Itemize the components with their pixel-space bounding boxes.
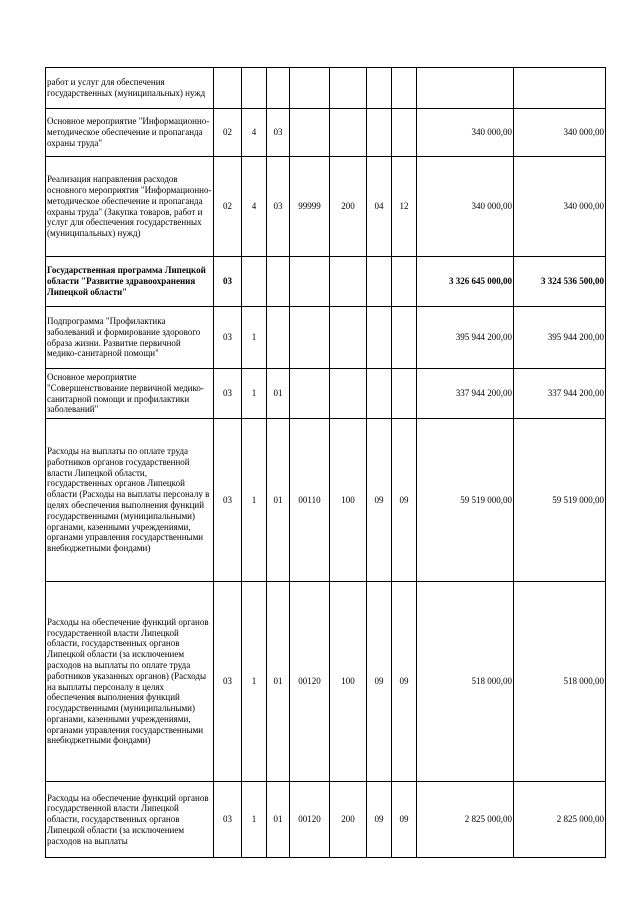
gp-code: 03 <box>214 257 242 307</box>
section-code: 09 <box>367 582 392 782</box>
gp-code: 03 <box>214 419 242 582</box>
subsection-code: 09 <box>392 782 417 858</box>
direction-code: 00120 <box>290 782 330 858</box>
expense-type-code: 100 <box>330 419 367 582</box>
row-name: Расходы на обеспечение функций органов государственной власти Липецкой области, государственных органов Липецкой области (за исключением расходов на выплаты <box>46 782 214 858</box>
expense-type-code <box>330 68 367 109</box>
direction-code <box>290 68 330 109</box>
amount-year-1: 518 000,00 <box>417 582 514 782</box>
direction-code <box>290 257 330 307</box>
section-code <box>367 307 392 369</box>
budget-table <box>45 67 606 858</box>
subsection-code <box>392 68 417 109</box>
amount-year-1 <box>417 68 514 109</box>
gp-code: 03 <box>214 782 242 858</box>
table-row <box>46 307 606 369</box>
row-name: Подпрограмма "Профилактика заболеваний и формирование здорового образа жизни. Развитие первичной медико-санитарной помощи" <box>46 307 214 369</box>
amount-year-1: 395 944 200,00 <box>417 307 514 369</box>
amount-year-2: 395 944 200,00 <box>514 307 606 369</box>
amount-year-2: 340 000,00 <box>514 157 606 257</box>
table-row <box>46 109 606 157</box>
pp-code: 4 <box>242 157 267 257</box>
pp-code <box>242 257 267 307</box>
pp-code <box>242 68 267 109</box>
section-code <box>367 68 392 109</box>
subsection-code: 09 <box>392 419 417 582</box>
row-name: Расходы на выплаты по оплате труда работников органов государственной власти Липецкой области, государственных органов Липецкой области (Расходы на выплаты персоналу в целях обеспечения выполнения функций государственными (муниципальными) органами, казенными учреждениями, органами управления государственными внебюджетными фондами) <box>46 419 214 582</box>
section-code <box>367 369 392 419</box>
table-row <box>46 782 606 858</box>
pp-code: 1 <box>242 419 267 582</box>
pp-code: 1 <box>242 369 267 419</box>
table-row <box>46 68 606 109</box>
om-code: 01 <box>267 582 290 782</box>
direction-code <box>290 307 330 369</box>
amount-year-2: 518 000,00 <box>514 582 606 782</box>
row-name: Реализация направления расходов основного мероприятия "Информационно-методическое обеспечение и пропаганда охраны труда" (Закупка товаров, работ и услуг для обеспечения государственных (муниципальных) нужд) <box>46 157 214 257</box>
om-code: 01 <box>267 419 290 582</box>
pp-code: 1 <box>242 582 267 782</box>
expense-type-code: 100 <box>330 582 367 782</box>
row-name: Основное мероприятие "Информационно-методическое обеспечение и пропаганда охраны труда" <box>46 109 214 157</box>
amount-year-1: 3 326 645 000,00 <box>417 257 514 307</box>
subsection-code <box>392 257 417 307</box>
pp-code: 1 <box>242 782 267 858</box>
gp-code: 03 <box>214 582 242 782</box>
om-code: 01 <box>267 369 290 419</box>
section-code: 09 <box>367 782 392 858</box>
om-code <box>267 257 290 307</box>
om-code: 01 <box>267 782 290 858</box>
direction-code: 00120 <box>290 582 330 782</box>
direction-code: 99999 <box>290 157 330 257</box>
amount-year-2: 340 000,00 <box>514 109 606 157</box>
om-code: 03 <box>267 109 290 157</box>
row-name: работ и услуг для обеспечения государственных (муниципальных) нужд <box>46 68 214 109</box>
direction-code <box>290 369 330 419</box>
expense-type-code <box>330 257 367 307</box>
table-row <box>46 419 606 582</box>
table-row <box>46 582 606 782</box>
amount-year-2 <box>514 68 606 109</box>
expense-type-code <box>330 109 367 157</box>
direction-code: 00110 <box>290 419 330 582</box>
expense-type-code <box>330 369 367 419</box>
pp-code: 4 <box>242 109 267 157</box>
amount-year-2: 2 825 000,00 <box>514 782 606 858</box>
expense-type-code: 200 <box>330 157 367 257</box>
row-name: Расходы на обеспечение функций органов государственной власти Липецкой области, государственных органов Липецкой области (за исключением расходов на выплаты по оплате труда работников указанных органов) (Расходы на выплаты персоналу в целях обеспечения выполнения функций государственными (муниципальными) органами, казенными учреждениями, органами управления государственными внебюджетными фондами) <box>46 582 214 782</box>
subsection-code: 09 <box>392 582 417 782</box>
table-row <box>46 157 606 257</box>
section-code <box>367 109 392 157</box>
direction-code <box>290 109 330 157</box>
amount-year-1: 337 944 200,00 <box>417 369 514 419</box>
amount-year-2: 3 324 536 500,00 <box>514 257 606 307</box>
gp-code <box>214 68 242 109</box>
pp-code: 1 <box>242 307 267 369</box>
section-code <box>367 257 392 307</box>
om-code <box>267 68 290 109</box>
amount-year-2: 59 519 000,00 <box>514 419 606 582</box>
section-code: 09 <box>367 419 392 582</box>
om-code <box>267 307 290 369</box>
table-row <box>46 257 606 307</box>
amount-year-1: 340 000,00 <box>417 157 514 257</box>
expense-type-code: 200 <box>330 782 367 858</box>
gp-code: 03 <box>214 369 242 419</box>
table-row <box>46 369 606 419</box>
gp-code: 02 <box>214 109 242 157</box>
amount-year-2: 337 944 200,00 <box>514 369 606 419</box>
amount-year-1: 340 000,00 <box>417 109 514 157</box>
amount-year-1: 2 825 000,00 <box>417 782 514 858</box>
row-name: Основное мероприятие "Совершенствование первичной медико-санитарной помощи и профилактики заболеваний" <box>46 369 214 419</box>
subsection-code <box>392 307 417 369</box>
section-code: 04 <box>367 157 392 257</box>
subsection-code: 12 <box>392 157 417 257</box>
gp-code: 03 <box>214 307 242 369</box>
expense-type-code <box>330 307 367 369</box>
subsection-code <box>392 369 417 419</box>
amount-year-1: 59 519 000,00 <box>417 419 514 582</box>
om-code: 03 <box>267 157 290 257</box>
subsection-code <box>392 109 417 157</box>
row-name: Государственная программа Липецкой области "Развитие здравоохранения Липецкой области" <box>46 257 214 307</box>
gp-code: 02 <box>214 157 242 257</box>
